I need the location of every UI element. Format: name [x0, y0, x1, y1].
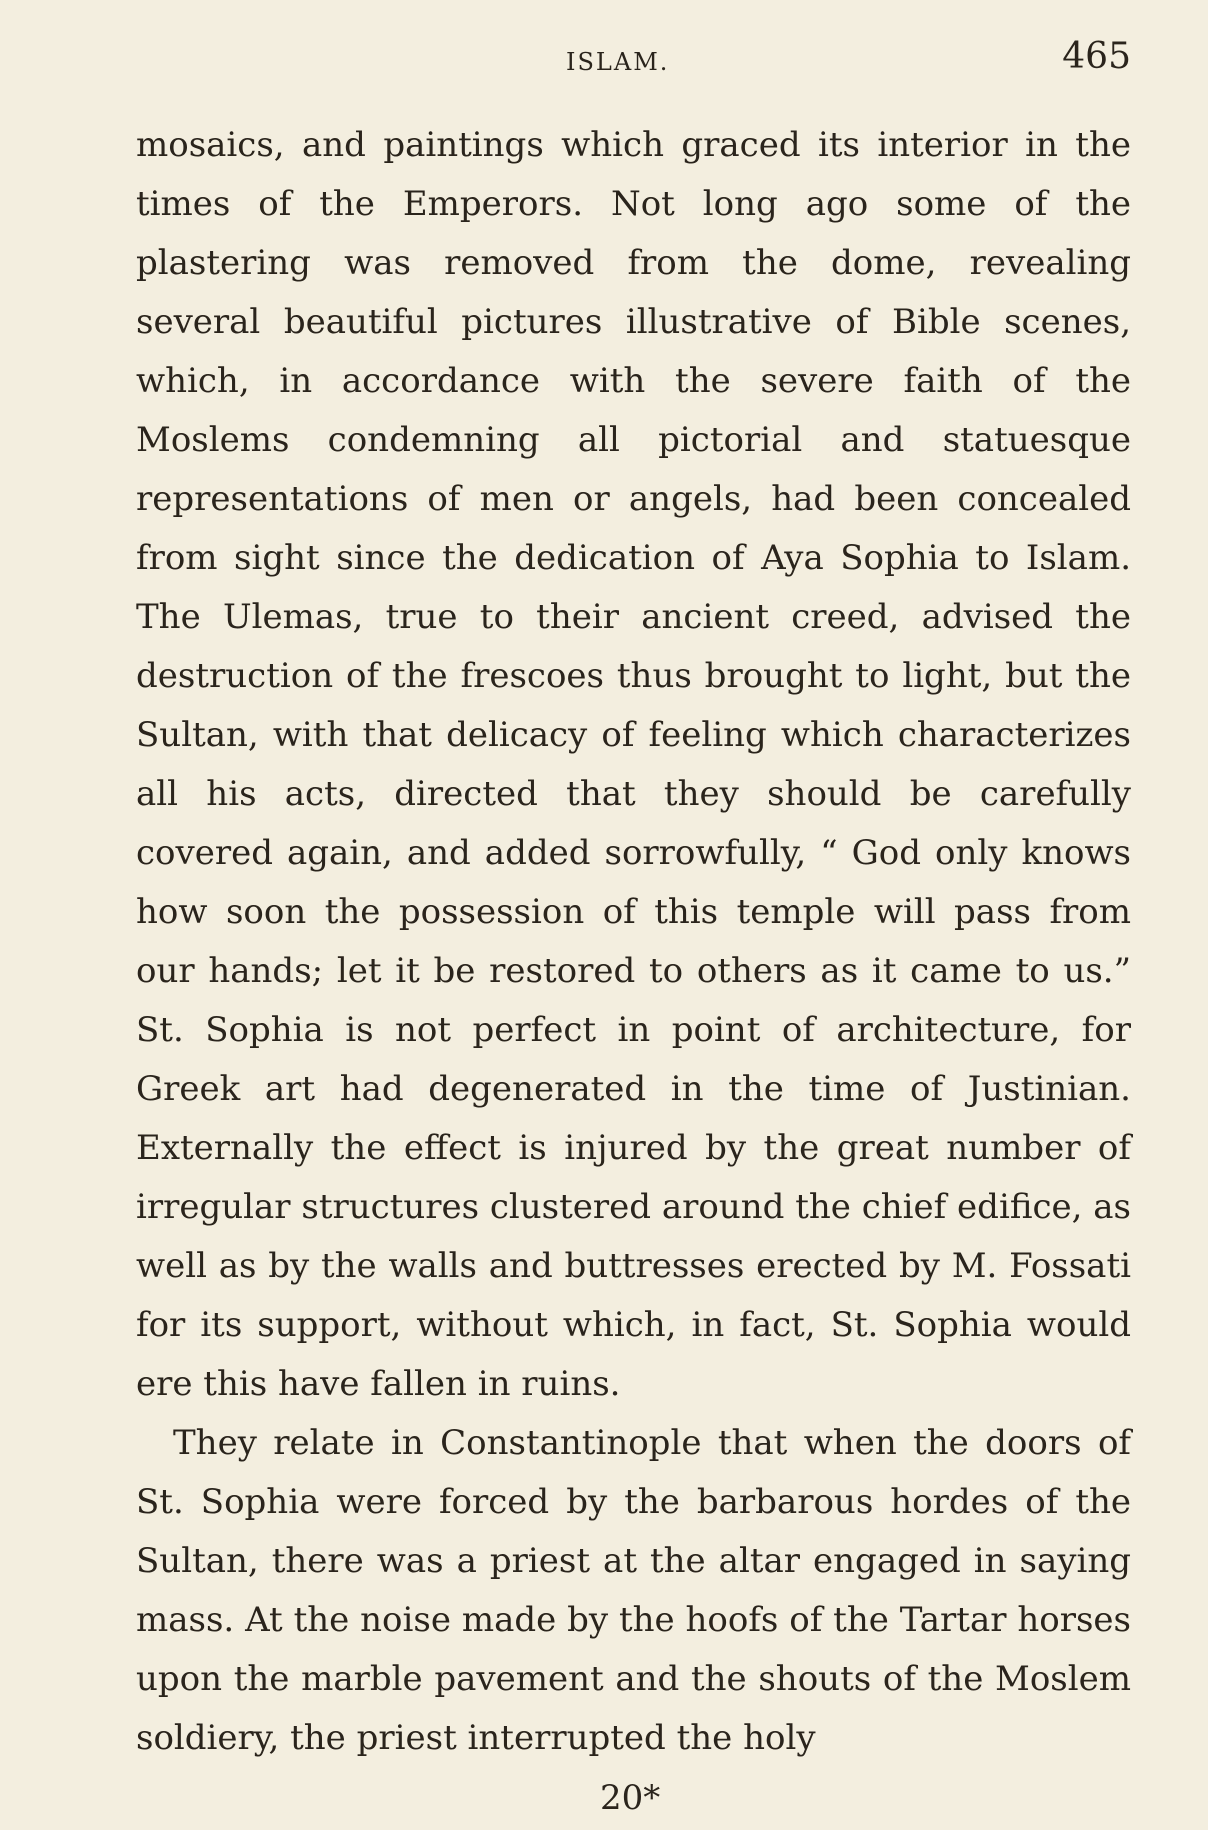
body-text	[136, 116, 1131, 1768]
paragraph: They relate in Constantinople that when the doors of St. Sophia were forced by the barbarous hordes of the Sultan, there was a priest at the altar engaged in saying mass. At the noise made by the hoofs of the Tartar horses upon the marble pavement and the shouts of the Moslem soldiery, the priest interrupted the holy	[136, 1423, 1131, 1758]
page-title: ISLAM.	[566, 48, 670, 76]
running-head	[136, 36, 1131, 96]
page-number: 465	[1062, 36, 1131, 77]
paragraph: mosaics, and paintings which graced its interior in the times of the Emperors. Not long ago some of the plastering was removed from the dome, revealing several beautiful pictures illustrative of Bible scenes, which, in accordance with the severe faith of the Moslems condemning all pictorial and statuesque representations of men or angels, had been concealed from sight since the dedication of Aya Sophia to Islam. The Ulemas, true to their ancient creed, advised the destruction of the frescoes thus brought to light, but the Sultan, with that delicacy of feeling which characterizes all his acts, directed that they should be carefully covered again, and added sorrowfully, “ God only knows how soon the possession of this temple will pass from our hands; let it be restored to others as it came to us.” St. Sophia is not perfect in point of architecture, for Greek art had degenerated in the time of Justinian. Externally the effect is injured by the great number of irregular structures clustered around the chief edifice, as well as by the walls and buttresses erected by M. Fossati for its support, without which, in fact, St. Sophia would ere this have fallen in ruins.	[136, 125, 1131, 1404]
signature-mark: 20*	[600, 1778, 661, 1818]
